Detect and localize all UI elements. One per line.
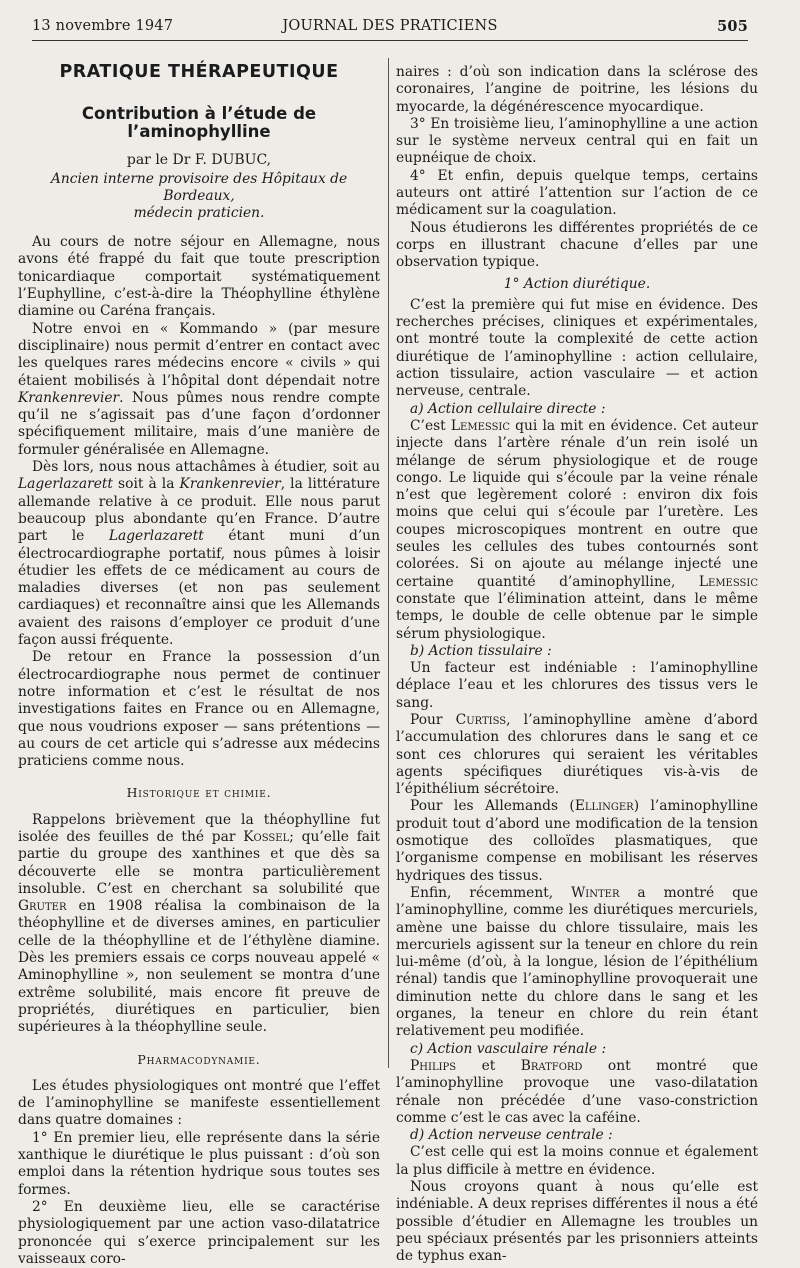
paragraph [18, 321, 380, 459]
header-date: 13 novembre 1947 [32, 18, 174, 34]
text-run: a montré que l’aminophylline, comme les diurétiques mercuriels, amène une baisse du chlore tissulaire, mais les mercuriels agissent sur la teneur en chlore du rein lui-même (d’où, à la longue, lésion de l’épithélium rénal) tandis que l’aminophylline provoquerait une diminution nette du chlore dans le sang et les organes, la teneur en chlore du rein étant relativement peu modifiée. [396, 884, 758, 1040]
paragraph: De retour en France la possession d’un électrocardiographe nous permet de continuer notre information et c’est le résultat de nos investigations faites en France ou en Allemagne, que nous voudrions exposer — sans prétentions — au cours de cet article qui s’adresse aux médecins praticiens comme nous. [18, 649, 380, 770]
subheading: c) Action vasculaire rénale : [410, 1040, 607, 1057]
paragraph: Au cours de notre séjour en Allemagne, nous avons été frappé du fait que toute prescription tonicardiaque comportait systématiquement l’Euphylline, c’est-à-dire la Théophylline éthylène diamine ou Caréna français. [18, 234, 380, 320]
column-divider [388, 58, 389, 1068]
text-run: Enfin, récemment, [410, 884, 572, 901]
paragraph [396, 712, 758, 798]
article-title: Contribution à l’étude de l’aminophylline [81, 104, 317, 141]
paragraph: C’est la première qui fut mise en évidence. Des recherches précises, cliniques et expérimentales, ont montré toute la complexité de cette action diurétique de l’aminophylline : action cellulaire, action tissulaire, action vasculaire — et action nerveuse, centrale. [396, 296, 758, 400]
paragraph: C’est celle qui est la moins connue et également la plus difficile à mettre en évidence. [396, 1144, 758, 1178]
text-run: Rappelons brièvement que la théophylline fut isolée des feuilles de thé par [18, 811, 380, 845]
text-run: Notre envoi en « Kommando » (par mesure disciplinaire) nous permit d’entrer en contact avec les quelques rares médecins encore « civils » qui étaient mobilisés à l’hôpital dont dépendait notre [18, 320, 380, 389]
rubric-heading: PRATIQUE THÉRAPEUTIQUE [59, 62, 339, 82]
subheading: b) Action tissulaire : [410, 642, 552, 659]
paragraph [396, 798, 758, 884]
text-run: en 1908 réalisa la combinaison de la théophylline et de diverses amines, en particulier celle de la théophylline et de l’éthylène diamine. Dès les premiers essais ce corps nouveau appelé « Aminophylline », non seulement se montra d’une extrême solubilité, mais encore fit preuve de propriétés, diurétiques en particulier, bien supérieures à la théophylline seule. [18, 898, 380, 1036]
paragraph: 4° Et enfin, depuis quelque temps, certains auteurs ont attiré l’attention sur l’action de ce médicament sur la coagulation. [396, 167, 758, 219]
author-name: Philips [410, 1057, 457, 1074]
text-run: ont montré que l’aminophylline provoque une vaso-dilatation rénale non précédée d’une vaso-constriction comme c’est le cas avec la caféine. [396, 1057, 759, 1126]
text-run: ; qu’elle fait partie du groupe des xanthines et que dès sa découverte elle se montra particulièrement insoluble. C’est en cherchant sa solubilité que [18, 828, 380, 897]
author-name: Lemessic [450, 417, 511, 434]
text-run: Pour les Allemands ( [410, 798, 575, 815]
author-name: Kossel [243, 828, 290, 845]
author-name: Lemessic [698, 573, 758, 590]
italic-term: Lagerlazarett [108, 528, 204, 545]
section-heading: Pharmacodynamie. [137, 1051, 261, 1067]
italic-term: Lagerlazarett [18, 476, 113, 493]
paragraph [396, 418, 758, 643]
italic-term: Krankenrevier [18, 389, 120, 406]
text-run: étant muni d’un électrocardiographe portatif, nous pûmes à loisir étudier les effets de ce médicament au cours de maladies diverses (et non pas seulement cardiaques) et reconnaître ainsi que les Allemands avaient des raisons d’employer ce produit d’une façon aussi fréquente. [18, 528, 380, 649]
author-name: Winter [571, 884, 620, 901]
paragraph [18, 459, 380, 649]
subheading: d) Action nerveuse centrale : [410, 1127, 613, 1144]
text-run: soit à la [112, 476, 180, 493]
text-run: C’est [410, 417, 451, 434]
text-run: et [456, 1057, 521, 1074]
italic-term: Krankenrevier [179, 476, 281, 493]
paragraph: 3° En troisième lieu, l’aminophylline a une action sur le système nerveux central qui en fait un eupnéique de choix. [396, 115, 758, 167]
paragraph [396, 1058, 758, 1127]
left-column [18, 60, 380, 1268]
affiliation-line-1: Ancien interne provisoire des Hôpitaux de Bordeaux, [50, 171, 348, 205]
paragraph: 2° En deuxième lieu, elle se caractérise physiologiquement par une action vaso-dilatatrice prononcée qui s’exerce principalement sur les vaisseaux coro- [18, 1198, 380, 1267]
subheading: a) Action cellulaire directe : [410, 400, 606, 417]
right-column [396, 64, 758, 1265]
author-name: Bratford [520, 1057, 583, 1074]
paragraph: Nous croyons quant à nous qu’elle est indéniable. A deux reprises différentes il nous a été possible d’étudier en Allemagne les troubles un peu spéciaux présentés par les prisonniers atteints de typhus exan- [396, 1179, 758, 1265]
paragraph: 1° En premier lieu, elle représente dans la série xanthique le diurétique le plus puissant : d’où son emploi dans la rétention hydrique sous toutes ses formes. [18, 1129, 380, 1198]
text-run: qui la mit en évidence. Cet auteur injecte dans l’artère rénale d’un rein isolé un mélange de sérum physiologique et de rouge congo. Le liquide qui s’écoule par la veine rénale n’est que legèrement coloré : environ dix fois moins que celui qui s’écoule par l’uretère. Les coupes microscopiques montrent en outre que seules les cellules des tubes contournés sont colorées. Si on ajoute au mélange injecté une certaine quantité d’aminophylline, [396, 417, 758, 590]
running-header [32, 18, 748, 41]
author-affiliation [18, 171, 380, 222]
paragraph: naires : d’où son indication dans la sclérose des coronaires, l’angine de poitrine, les lésions du myocarde, la dégénérescence myocardique. [396, 64, 758, 115]
text-run: . Nous pûmes nous rendre compte qu’il ne s’agissait pas d’une façon d’ordonner spécifiquement militaire, mais d’une manière de formuler généralisée en Allemagne. [18, 389, 380, 458]
author-name: Curtiss [455, 711, 507, 728]
section-heading: Historique et chimie. [126, 785, 272, 801]
paragraph [18, 812, 380, 1037]
header-journal: JOURNAL DES PRATICIENS [282, 18, 498, 34]
text-run: constate que l’élimination atteint, dans le même temps, le double de celle obtenue par le simple sérum physiologique. [396, 590, 758, 642]
text-run: Pour [410, 711, 456, 728]
paragraph [396, 885, 758, 1041]
text-run: , l’aminophylline amène d’abord l’accumulation des chlorures dans le sang et ce sont ces chlorures qui seraient les véritables agents spécifiques diurétiques vis-à-vis de l’épithélium sécrétoire. [396, 711, 758, 798]
author-name: Ellinger [574, 798, 634, 815]
subsection-heading: 1° Action diurétique. [503, 275, 651, 292]
text-run: , la littérature allemande relative à ce produit. Elle nous parut beaucoup plus abondante qu’en France. D’autre part le [18, 476, 380, 545]
paragraph: Nous étudierons les différentes propriétés de ce corps en illustrant chacune d’elles par une observation typique. [396, 219, 758, 271]
author-name: Gruter [18, 898, 67, 915]
affiliation-line-2: médecin praticien. [133, 205, 265, 222]
header-page-number: 505 [717, 18, 748, 35]
text-run: ) l’aminophylline produit tout d’abord une modification de la tension osmotique des colloïdes plasmatiques, que l’organisme compense en mobilisant les réserves hydriques des tissus. [396, 798, 758, 884]
byline: par le Dr F. DUBUC, [126, 151, 272, 168]
paragraph: Les études physiologiques ont montré que l’effet de l’aminophylline se manifeste essentiellement dans quatre domaines : [18, 1077, 380, 1129]
paragraph: Un facteur est indéniable : l’aminophylline déplace l’eau et les chlorures des tissus vers le sang. [396, 660, 758, 711]
text-run: Dès lors, nous nous attachâmes à étudier, soit au [32, 459, 380, 476]
